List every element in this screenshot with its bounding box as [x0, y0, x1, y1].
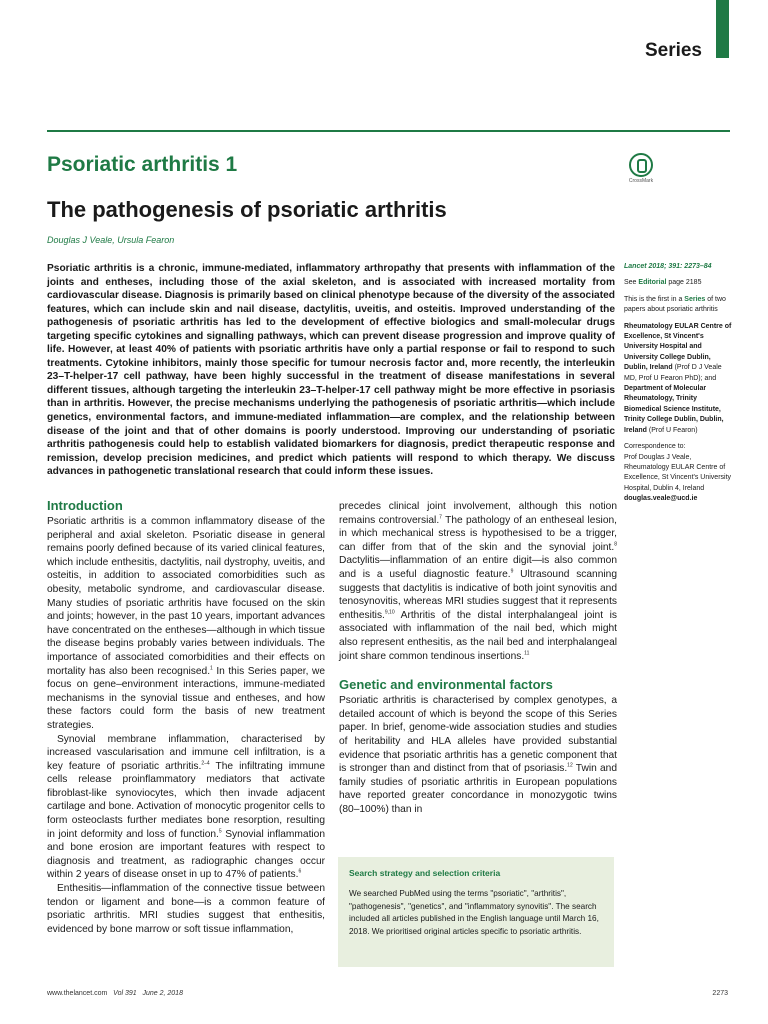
- section-label: Series: [644, 40, 702, 61]
- abstract: Psoriatic arthritis is a chronic, immune-mediated, inflammatory arthropathy that presents with inflammation of the joints and entheses, including those of the axial skeleton, and is associated with increased mortality from cardiovascular disease. Diagnosis is primarily based on clinical phenotype because of the diversity of the associated features, which can include skin and nail disease, dactylitis, uveitis, and osteitis. Improved understanding of the pathogenesis of psoriatic arthritis has led to the development of effective biologics and small-molecular drugs targeting specific cytokines and signalling pathways, which can prevent disease progression and improve quality of life. However, at least 40% of patients with psoriatic arthritis have only a partial response or fail to respond to such treatments. Cytokine inhibitors, mainly those specific for tumour necrosis factor and, more recently, the interleukin 23–T-helper-17 cell pathway, have been highly successful in the treatment of disease manifestations in several different tissues, although targeting the interleukin 23–T-helper-17 cell pathway might be more effective in psoriasis than in arthritis. However, the precise mechanisms underlying the pathogenesis of psoriatic arthritis—which include genetics, environmental factors, and immune-mediated inflammation—are complex, and the relationship between disease of the joint and that of other domains is poorly understood. Improving our understanding of psoriatic arthritis pathogenesis could help to establish validated biomarkers for diagnosis, predict therapeutic response and remission, develop precision medicines, and predict which patients will respond to which therapy. We discuss advances in pathogenetic translational research that could inform these issues.: [47, 263, 615, 478]
- crossmark-label: CrossMark: [628, 178, 654, 184]
- genetic-heading: Genetic and environmental factors: [339, 677, 553, 693]
- affiliation-2: Department of Molecular Rheumatology, Trinity Biomedical Science Institute, Trinity College Dublin, Dublin, Ireland: [624, 385, 724, 434]
- editorial-note: See Editorial page 2185: [624, 279, 702, 287]
- sidebar: [624, 262, 732, 511]
- series-color-bar: [716, 0, 729, 58]
- panel-text: We searched PubMed using the terms "psoriatic", "arthritis", "pathogenesis", "genetics", and "inflammatory synovitis". The search included all articles published in the English language until March 16, 2018. We prioritised original articles specific to psoriatic arthritis.: [349, 889, 599, 936]
- series-link[interactable]: Series: [684, 295, 706, 303]
- article-title: The pathogenesis of psoriatic arthritis: [47, 197, 447, 222]
- correspondence-address: Prof Douglas J Veale, Rheumatology EULAR Centre of Excellence, St Vincent's University Hospital, Dublin 4, Ireland: [624, 453, 732, 492]
- authors: Douglas J Veale, Ursula Fearon: [47, 235, 175, 245]
- correspondence: [624, 442, 732, 504]
- affiliation-1-people: (Prof D J Veale MD, Prof U Fearon PhD); and: [624, 364, 722, 382]
- entheses-paragraph: precedes clinical joint involvement, although this notion remains controversial.$^7$ The pathology of an entheseal lesion, in which mechanical stress is hypothesised to be a trigger, can differ from that of the skin and the synovial joint.$^8$ Dactylitis—inflammation of an entire digit—is also common and is a useful diagnostic feature.$^9$ Ultrasound scanning suggests that dactylitis is indicative of both joint synovitis and tenosynovitis, whereas MRI studies suggest that it represents enthesitis.$^{9,10}$ Arthritis of the distal interphalangeal joint is associated with inflammation of the nail bed, which might also represent enthesitis, as the nail bed and interphalangeal joint share common tendinous insertions.$^{11}$: [339, 501, 617, 662]
- footer-journal: [47, 990, 183, 997]
- footer-date: June 2, 2018: [142, 990, 183, 997]
- footer-site[interactable]: www.thelancet.com: [47, 990, 108, 997]
- body-column-left: [47, 498, 325, 936]
- series-note: This is the first in a Series of two papers about psoriatic arthritis: [624, 295, 726, 314]
- citation: Lancet 2018; 391: 2273–84: [624, 263, 712, 270]
- affiliation-2-people: (Prof U Fearon): [648, 426, 698, 434]
- intro-paragraph-3: Enthesitis—inflammation of the connective tissue between tendon or ligament and bone—is a common feature of psoriatic arthritis. MRI studies suggest that enthesitis, evidenced by bone marrow or soft tissue inflammation,: [47, 883, 325, 935]
- correspondence-label: Correspondence to:: [624, 443, 686, 451]
- crossmark-badge-icon: [629, 153, 653, 177]
- footer-volume: Vol 391: [113, 990, 137, 997]
- editorial-link[interactable]: Editorial: [638, 279, 667, 287]
- panel-title: Search strategy and selection criteria: [349, 868, 501, 878]
- body-column-right: [339, 500, 617, 816]
- email-link[interactable]: douglas.veale@ucd.ie: [624, 495, 698, 503]
- search-strategy-panel: [338, 857, 614, 967]
- page-number: 2273: [712, 990, 728, 997]
- header-rule: [47, 130, 730, 132]
- series-title: Psoriatic arthritis 1: [47, 153, 238, 176]
- intro-paragraph-1: Psoriatic arthritis is a common inflammatory disease of the peripheral and axial skeleton. Psoriatic disease in general remains poorly defined because of its varied clinical features, which include enthesitis, dactylitis, nail dystrophy, uveitis, and osteitis, in addition to associated comorbidities such as obesity, metabolic syndrome, and cardiovascular disease. Many studies of psoriatic arthritis have focused on the skin and joints; however, in the past 10 years, important advances have concentrated on the entheses—although in which tissue the disease begins probably varies between individuals. The importance of associated comorbidities and their effects on mortality has also been recognised.$^1$ In this Series paper, we focus on gene–environment interactions, immune-mediated mechanisms in the synovial tissue and entheses, and how these factors could form the basis of new treatment strategies.: [47, 516, 325, 731]
- affiliation-1: Rheumatology EULAR Centre of Excellence, St Vincent's University Hospital and University College Dublin, Dublin, Ireland: [624, 322, 732, 372]
- crossmark-icon[interactable]: [625, 153, 657, 184]
- intro-heading: Introduction: [47, 498, 123, 513]
- genetic-paragraph: Psoriatic arthritis is characterised by complex genotypes, a detailed account of which is beyond the scope of this Series paper. In brief, genome-wide association studies and studies of heritability and HLA alleles have provided substantial evidence that psoriatic arthritis has a genetic component that is stronger than and distinct from that of psoriasis.$^{12}$ Twin and family studies of psoriatic arthritis in European populations have reported greater concordance in monozygotic twins (80–100%) than in: [339, 695, 617, 815]
- affiliations: [624, 322, 732, 436]
- intro-paragraph-2: Synovial membrane inflammation, characterised by increased vascularisation and immune cell infiltration, is a key feature of psoriatic arthritis.$^{2-4}$ The infiltrating immune cells release proinflammatory mediators that activate fibroblast-like synoviocytes, which then invade adjacent cartilage and bone. Activation of monocytic progenitor cells to form osteoclasts further mediates bone resorption, resulting in joint deformity and loss of function.$^5$ Synovial inflammation and bone erosion are important features with respect to diagnosis and treatment, as radiographic changes occur within 2 years of disease onset in up to 47% of patients.$^6$: [47, 733, 325, 881]
